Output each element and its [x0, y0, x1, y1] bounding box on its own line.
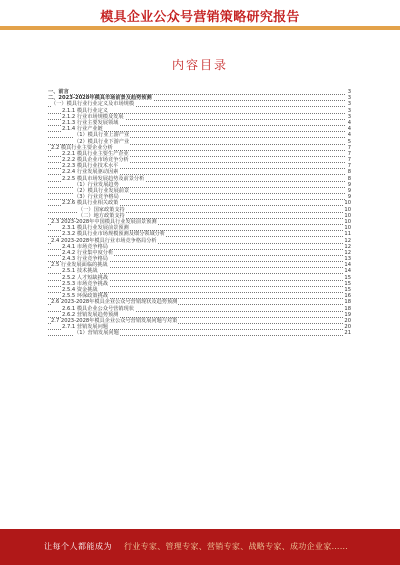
toc-entry-page: 20 [344, 317, 351, 324]
toc-entry-page: 14 [344, 262, 351, 269]
toc-heading: 内容目录 [171, 58, 228, 72]
toc-entry-page: 9 [347, 181, 351, 188]
toc-entry-page: 10 [344, 212, 351, 219]
toc-entry-label: 二、2023-2028年模具市场前景及趋势预测 [48, 95, 152, 102]
toc-entry-label: 2.5 行业发展面临的挑战 [51, 262, 108, 269]
toc-entry-label: （3）行业竞争格局 [74, 194, 119, 201]
toc-entry-label: 2.4.1 市场竞争格局 [62, 243, 108, 250]
toc-entry-page: 14 [344, 268, 351, 275]
toc-entry-page: 3 [347, 107, 351, 114]
toc-entry-label: 2.3.2 模具行业市场规模预测及细分领域分析 [62, 231, 166, 238]
toc-entry-page: 9 [347, 194, 351, 201]
toc-entry-page: 20 [344, 324, 351, 331]
toc-entry-label: 2.2.2 模具企业市场竞争分析 [62, 157, 129, 164]
toc-entry-label: 2.4 2023-2028年模具行业市场竞争格局分析 [51, 237, 157, 244]
page-footer [0, 529, 400, 565]
toc-entry-page: 12 [344, 243, 351, 250]
toc-entry-label: （1）模具行业上游产业 [74, 132, 130, 139]
toc-entry-page: 21 [344, 330, 351, 337]
toc-entry-label: 2.4.3 行业竞争格局 [62, 256, 108, 263]
toc-entry-page: 4 [347, 119, 351, 126]
toc-entry-label: （2）模具行业发展前景 [74, 188, 130, 194]
toc-entry-page: 7 [347, 163, 351, 170]
toc-entry-label: 2.1.3 行业主要发展领域 [62, 119, 119, 126]
toc-entry-label: 2.7 2023-2028年模具企业公众号营销发展问题与对策 [51, 317, 178, 324]
toc-entry-label: （二）地方政策支持 [78, 212, 125, 219]
toc-entry-label: 2.7.1 营销发展问题 [62, 324, 108, 331]
toc-entry-label: 2.5.2 人才短缺挑战 [62, 274, 108, 281]
toc-entry-label: 一、前言 [48, 89, 69, 95]
toc-entry-page: 19 [344, 311, 351, 318]
toc-entry-page: 18 [344, 305, 351, 312]
toc-entry-page: 4 [347, 126, 351, 133]
toc-entry-page: 10 [344, 218, 351, 225]
toc-entry-label: 2.1.1 模具行业定义 [62, 107, 108, 114]
toc-entry-page: 10 [344, 200, 351, 207]
toc-entry-page: 16 [344, 293, 351, 300]
toc-entry-page: 8 [347, 169, 351, 176]
toc-entry-page: 5 [347, 138, 351, 145]
toc-entry-label: 2.6 2023-2028年模具企业公众号营销现状及趋势预测 [51, 299, 178, 306]
toc-entry-page: 3 [347, 101, 351, 108]
toc-entry-label: （1）行业发展趋势 [74, 181, 119, 188]
toc-entry-label: 2.1.4 行业产业链 [62, 126, 103, 133]
toc-entry-label: （一）国家政策支持 [78, 206, 125, 213]
toc-entry-label: 2.2.6 模具行业相关政策 [62, 200, 119, 207]
toc-entry-label: 2.5.3 市场竞争挑战 [62, 280, 108, 287]
header-accent-bar [0, 26, 400, 30]
toc-entry-page: 15 [344, 280, 351, 287]
toc-entry-page: 15 [344, 287, 351, 293]
toc-entry-label: 2.3 2023-2028年中国模具行业发展前景预测 [51, 218, 157, 225]
toc-entry-page: 8 [347, 175, 351, 182]
toc-entry-page: 9 [347, 188, 351, 194]
toc-entry-page: 13 [344, 256, 351, 263]
toc-entry-page: 11 [344, 231, 351, 238]
toc-entry-label: 2.2.3 模具行业技术水平 [62, 163, 119, 170]
toc-entry-label: 2.5.1 技术挑战 [62, 268, 98, 275]
toc-entry-page: 7 [347, 144, 351, 151]
table-of-contents [48, 89, 351, 337]
toc-entry-page: 7 [347, 157, 351, 164]
footer-roles: 行业专家、管理专家、营销专家、战略专家、成功企业家…… [124, 542, 349, 551]
toc-entry-label: 2.6.1 模具企业公众号营销现状 [62, 305, 134, 312]
page-header [0, 0, 400, 34]
toc-entry-label: 2.4.2 行业集中度分析 [62, 249, 114, 256]
toc-entry-label: （一）模具行业行业定义及市场规模 [51, 101, 135, 108]
toc-entry-label: 2.2.5 模具市场发展趋势及前景分析 [62, 175, 145, 182]
toc-entry-label: 2.2.4 行业发展驱动因素 [62, 169, 119, 176]
report-title: 模具企业公众号营销策略研究报告 [100, 10, 300, 25]
toc-entry-page: 12 [344, 237, 351, 244]
toc-entry-page: 10 [344, 225, 351, 232]
toc-entry-label: （2）模具行业下游产业 [74, 138, 130, 145]
toc-entry-page: 7 [347, 150, 351, 157]
toc-entry-page: 15 [344, 274, 351, 281]
toc-entry-page: 18 [344, 299, 351, 306]
toc-entry-label: 2.5.5 环保政策挑战 [62, 293, 108, 300]
toc-entry-label: （1）营销发展问题 [74, 330, 119, 337]
toc-entry-page: 3 [347, 89, 351, 95]
toc-entry-label: 2.2.1 模具行业主要生产企业 [62, 150, 129, 157]
toc-entry-page: 10 [344, 206, 351, 213]
toc-entry-label: 2.1.2 行业市场规模及发展 [62, 113, 124, 120]
toc-entry[interactable] [48, 330, 351, 336]
toc-entry-page: 4 [347, 132, 351, 139]
footer-slogan: 让每个人都能成为 [44, 542, 112, 551]
toc-entry-label: 2.5.4 资金挑战 [62, 287, 98, 293]
toc-entry-label: 2.3.1 模具行业发展前景预测 [62, 225, 129, 232]
toc-entry-label: 2.2 模具行业主要企业分析 [51, 144, 113, 151]
toc-entry-page: 3 [347, 113, 351, 120]
toc-entry-label: 2.6.2 营销发展趋势预测 [62, 311, 119, 318]
toc-entry-page: 12 [344, 249, 351, 256]
toc-entry-page: 3 [347, 95, 351, 102]
